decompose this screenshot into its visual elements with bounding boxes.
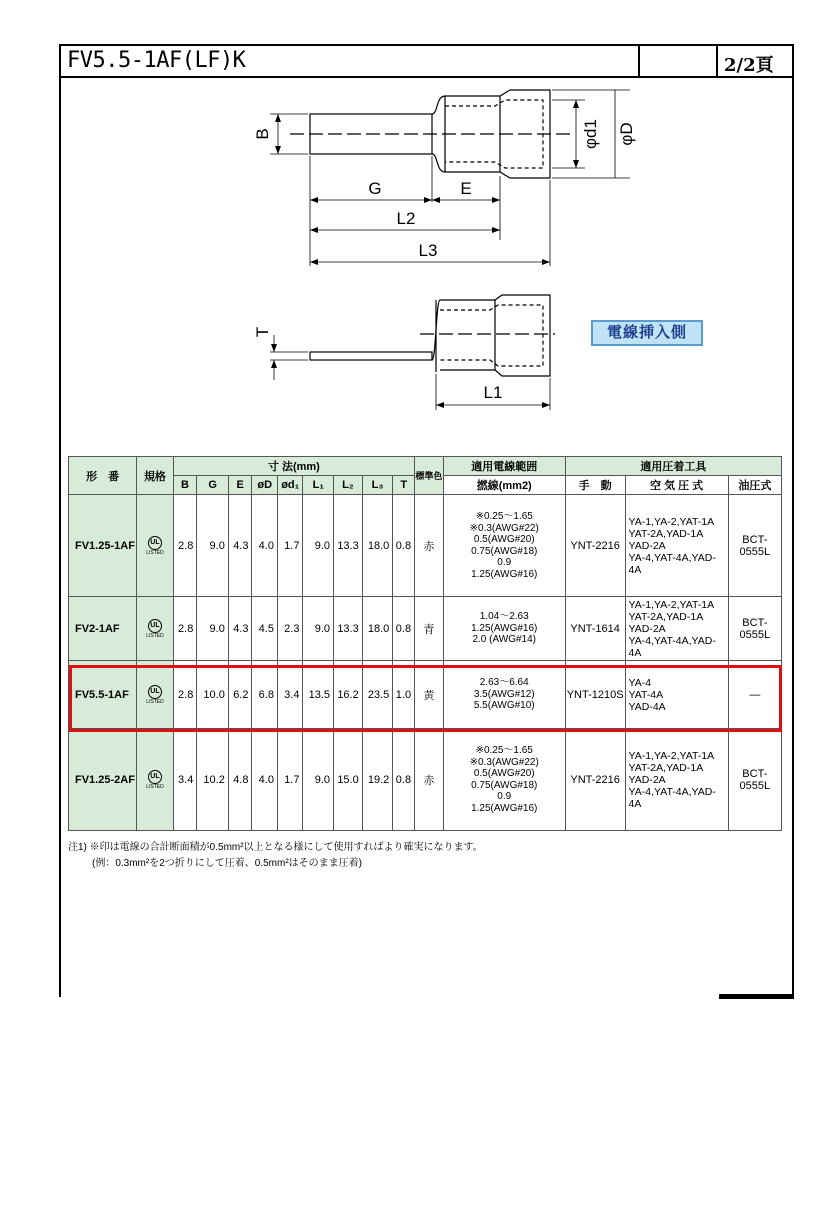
dim-cell: 1.7 (277, 495, 302, 597)
col-manual: 手 動 (565, 476, 625, 495)
col-oil: 油圧式 (728, 476, 781, 495)
air-tool-line: YAT-4A (628, 688, 664, 701)
col-wire-sub: 撚線(mm2) (443, 476, 565, 495)
dim-cell: 0.8 (393, 729, 415, 831)
ul-listed-caption: LISTED (146, 784, 164, 790)
wire-line: 0.5(AWG#20) (473, 534, 535, 545)
col-tools: 適用圧着工具 (565, 457, 781, 476)
oil-tool-cell: ― (728, 661, 781, 729)
dim-cell: 2.8 (173, 661, 197, 729)
dim-cell: 4.8 (228, 729, 252, 831)
col-dim: L₂ (334, 476, 363, 495)
model-cell: FV2-1AF (69, 597, 137, 661)
label-d1: φd1 (581, 119, 600, 149)
footnote (68, 840, 483, 872)
air-tool-line: YA-4 (628, 676, 652, 689)
col-dim: T (393, 476, 415, 495)
col-standard: 規格 (137, 457, 174, 495)
dim-cell: 1.7 (277, 729, 302, 831)
wire-line: ※0.3(AWG#22) (469, 756, 539, 768)
wire-line: 1.25(AWG#16) (471, 622, 538, 634)
dim-cell: 6.2 (228, 661, 252, 729)
dim-cell: 2.3 (277, 597, 302, 661)
col-model: 形 番 (69, 457, 137, 495)
air-tool-line: YAT-2A,YAD-1A (628, 527, 704, 540)
table-row (69, 495, 782, 597)
color-cell: 赤 (415, 729, 444, 831)
dim-cell: 4.0 (252, 495, 277, 597)
dim-cell: 3.4 (173, 729, 197, 831)
ul-listed-caption: LISTED (146, 699, 164, 705)
dim-cell: 9.0 (197, 495, 229, 597)
air-tool-line: YAT-2A,YAD-1A (628, 761, 704, 774)
col-wire: 適用電線範囲 (443, 457, 565, 476)
col-dim: B (173, 476, 197, 495)
dim-cell: 9.0 (197, 597, 229, 661)
wire-line: ※0.25～1.65 (475, 745, 533, 756)
dim-cell: 4.3 (228, 597, 252, 661)
dim-cell: 1.0 (393, 661, 415, 729)
dim-cell: 6.8 (252, 661, 277, 729)
color-cell: 赤 (415, 495, 444, 597)
wire-line: 1.04～2.63 (479, 611, 529, 623)
wire-line: 0.9 (497, 557, 512, 568)
label-L1: L1 (483, 383, 503, 402)
terminal-drawing (240, 80, 636, 420)
dim-cell: 13.3 (334, 495, 363, 597)
footnote-line: 注1) ※印は電線の合計断面積が0.5mm²以上となる様にして使用すればより確実になります。 (68, 842, 483, 853)
air-tool-line: YAT-2A,YAD-1A (628, 610, 704, 623)
dim-cell: 9.0 (303, 597, 334, 661)
label-E: E (460, 179, 472, 198)
air-tool-line: YA-4,YAT-4A,YAD-4A (628, 634, 716, 659)
wire-line: 2.0 (AWG#14) (472, 634, 536, 646)
wire-cell (443, 597, 565, 661)
wire-line: 0.75(AWG#18) (471, 779, 538, 791)
ul-listed-icon: UL (148, 619, 162, 633)
standard-cell (137, 495, 174, 597)
wire-line: 1.25(AWG#16) (471, 568, 538, 580)
header-divider (716, 46, 718, 76)
header-divider (638, 46, 640, 76)
oil-tool-cell: BCT-0555L (728, 495, 781, 597)
ul-listed-icon: UL (148, 685, 162, 699)
manual-tool-cell: YNT-2216 (565, 729, 625, 831)
color-cell: 黄 (415, 661, 444, 729)
manual-tool-cell: YNT-2216 (565, 495, 625, 597)
air-tool-line: YA-4,YAT-4A,YAD-4A (628, 785, 716, 810)
wire-line: 5.5(AWG#10) (473, 700, 535, 712)
col-dim: L₃ (362, 476, 393, 495)
manual-tool-cell: YNT-1210S (565, 661, 625, 729)
model-cell: FV1.25-1AF (69, 495, 137, 597)
wire-line: 0.9 (497, 791, 512, 802)
wire-cell (443, 661, 565, 729)
dim-cell: 0.8 (393, 597, 415, 661)
footnote-line: (例：0.3mm²を2つ折りにして圧着、0.5mm²はそのまま圧着) (92, 858, 363, 869)
air-tool-line: YAD-4A (628, 700, 666, 713)
air-tool-line: YAD-2A (628, 773, 666, 786)
wire-line: 1.25(AWG#16) (471, 802, 538, 814)
label-T: T (253, 326, 272, 338)
model-cell: FV1.25-2AF (69, 729, 137, 831)
standard-cell (137, 661, 174, 729)
label-G: G (368, 179, 382, 198)
air-tool-cell (625, 729, 728, 831)
dim-cell: 4.5 (252, 597, 277, 661)
air-tool-line: YA-1,YA-2,YAT-1A (628, 515, 715, 528)
ul-listed-icon: UL (148, 770, 162, 784)
ul-listed-icon: UL (148, 536, 162, 550)
dim-cell: 16.2 (334, 661, 363, 729)
col-air: 空 気 圧 式 (625, 476, 728, 495)
model-cell: FV5.5-1AF (69, 661, 137, 729)
dim-cell: 2.8 (173, 495, 197, 597)
dim-cell: 10.2 (197, 729, 229, 831)
dim-cell: 3.4 (277, 661, 302, 729)
air-tool-line: YA-1,YA-2,YAT-1A (628, 749, 715, 762)
dim-cell: 9.0 (303, 729, 334, 831)
ul-listed-caption: LISTED (146, 633, 164, 639)
document-title: FV5.5-1AF(LF)K (67, 48, 246, 73)
ul-listed-caption: LISTED (146, 550, 164, 556)
col-dim: ød₁ (277, 476, 302, 495)
oil-tool-cell: BCT-0555L (728, 729, 781, 831)
col-dim: E (228, 476, 252, 495)
wire-line: ※0.25～1.65 (475, 511, 533, 522)
wire-line: 2.63～6.64 (479, 677, 529, 689)
air-tool-cell (625, 661, 728, 729)
air-tool-line: YA-4,YAT-4A,YAD-4A (628, 551, 716, 576)
table-row (69, 729, 782, 831)
dim-cell: 4.0 (252, 729, 277, 831)
label-D: φD (617, 122, 636, 146)
col-dim: øD (252, 476, 277, 495)
wire-line: 0.75(AWG#18) (471, 545, 538, 557)
insert-side-label: 電線挿入側 (591, 320, 703, 346)
footer-bar (719, 994, 794, 999)
col-dim: G (197, 476, 229, 495)
color-cell: 青 (415, 597, 444, 661)
dim-cell: 13.3 (334, 597, 363, 661)
wire-line: 0.5(AWG#20) (473, 768, 535, 779)
col-color: 標準色 (415, 457, 444, 495)
spec-table (68, 456, 782, 831)
wire-cell (443, 495, 565, 597)
dim-cell: 4.3 (228, 495, 252, 597)
air-tool-line: YAD-2A (628, 622, 666, 635)
standard-cell (137, 597, 174, 661)
standard-cell (137, 729, 174, 831)
oil-tool-cell: BCT-0555L (728, 597, 781, 661)
wire-cell (443, 729, 565, 831)
air-tool-line: YAD-2A (628, 539, 666, 552)
air-tool-cell (625, 495, 728, 597)
air-tool-line: YA-1,YA-2,YAT-1A (628, 598, 715, 611)
wire-line: ※0.3(AWG#22) (469, 522, 539, 534)
dim-cell: 13.5 (303, 661, 334, 729)
dim-cell: 15.0 (334, 729, 363, 831)
dim-cell: 2.8 (173, 597, 197, 661)
page-number: 2/2頁 (724, 55, 774, 76)
col-dim: L₁ (303, 476, 334, 495)
label-B: B (253, 128, 272, 140)
header-bar (59, 44, 794, 78)
air-tool-cell (625, 597, 728, 661)
table-row (69, 597, 782, 661)
dim-cell: 10.0 (197, 661, 229, 729)
dim-cell: 9.0 (303, 495, 334, 597)
dim-cell: 19.2 (362, 729, 393, 831)
table-row (69, 661, 782, 729)
dim-cell: 18.0 (362, 495, 393, 597)
label-L2: L2 (396, 209, 416, 228)
col-dims: 寸 法(mm) (173, 457, 414, 476)
dim-cell: 18.0 (362, 597, 393, 661)
manual-tool-cell: YNT-1614 (565, 597, 625, 661)
label-L3: L3 (418, 241, 438, 260)
dim-cell: 23.5 (362, 661, 393, 729)
wire-line: 3.5(AWG#12) (473, 688, 535, 700)
dim-cell: 0.8 (393, 495, 415, 597)
